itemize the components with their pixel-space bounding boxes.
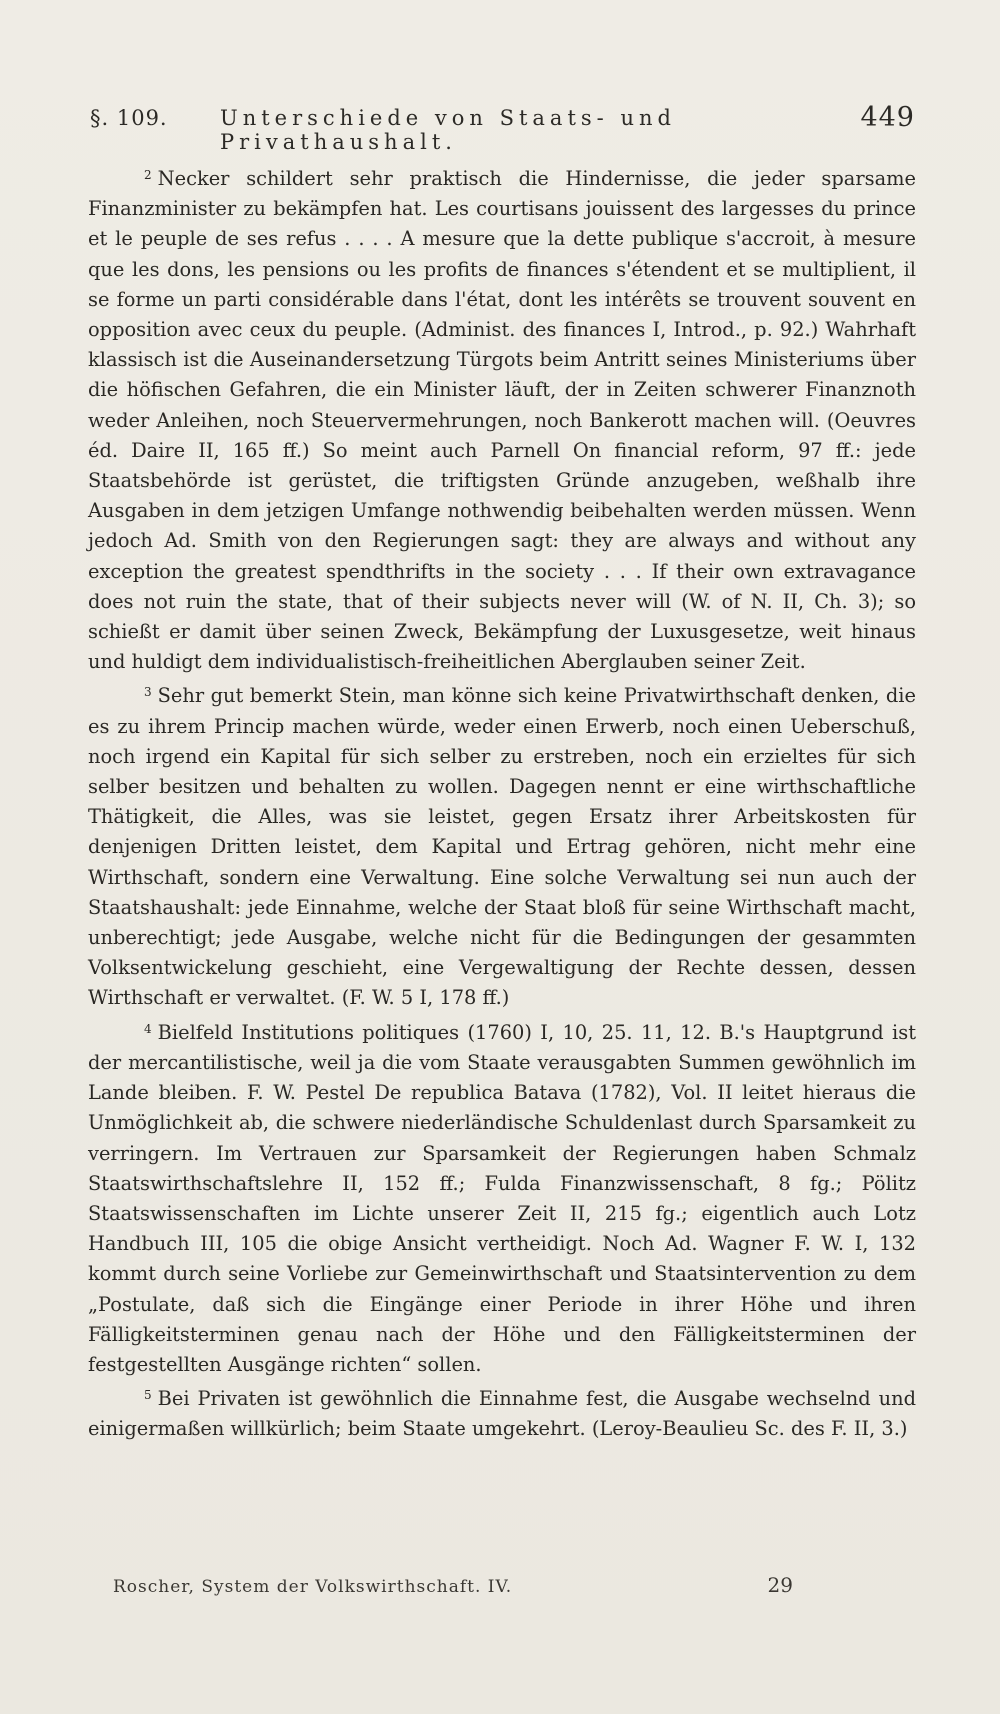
signature-number: 29 [767,1573,793,1597]
footnote-3 [88,677,916,1013]
book-signature: Roscher, System der Volkswirthschaft. IV. [113,1577,513,1597]
footnote-4 [88,1014,916,1380]
footnote-marker: 5 [144,1388,152,1403]
footnote-marker: 3 [144,685,152,700]
footnote-text: Bielfeld Institutions politiques (1760) I, 10, 25. 11, 12. B.'s Hauptgrund ist der mercantilistische, weil ja die vom Staate verausgabten Summen gewöhnlich im Lande bleiben. F. W. Pestel De republica Batava (1782), Vol. II leitet hieraus die Unmöglichkeit ab, die schwere niederländische Schuldenlast durch Sparsamkeit zu verringern. Im Vertrauen zur Sparsamkeit der Regierungen haben Schmalz Staatswirthschaftslehre II, 152 ff.; Fulda Finanzwissenschaft, 8 fg.; Pölitz Staatswissenschaften im Lichte unserer Zeit II, 215 fg.; eigentlich auch Lotz Handbuch III, 105 die obige Ansicht vertheidigt. Noch Ad. Wagner F. W. I, 132 kommt durch seine Vorliebe zur Gemeinwirthschaft und Staatsintervention zu dem „Postulate, daß sich die Eingänge einer Periode in ihrer Höhe und ihren Fälligkeitsterminen genau nach der Höhe und den Fälligkeitsterminen der festgestellten Ausgänge richten“ sollen. [88,1020,916,1376]
footnote-text: Necker schildert sehr praktisch die Hindernisse, die jeder sparsame Finanzminister zu bekämpfen hat. Les courtisans jouissent des largesses du prince et le peuple de ses refus . . . . A mesure que la dette publique s'accroit, à mesure que les dons, les pensions ou les profits de finances s'étendent et se multiplient, il se forme un parti considérable dans l'état, dont les intérêts se trouvent souvent en opposition avec ceux du peuple. (Administ. des finances I, Introd., p. 92.) Wahrhaft klassisch ist die Auseinandersetzung Türgots beim Antritt seines Ministeriums über die höfischen Gefahren, die ein Minister läuft, der in Zeiten schwerer Finanznoth weder Anleihen, noch Steuervermehrungen, noch Bankerott machen will. (Oeuvres éd. Daire II, 165 ff.) So meint auch Parnell On financial reform, 97 ff.: jede Staatsbehörde ist gerüstet, die triftigsten Gründe anzugeben, weßhalb ihre Ausgaben in dem jetzigen Umfange nothwendig beibehalten werden müssen. Wenn jedoch Ad. Smith von den Regierungen sagt: they are always and without any exception the greatest spendthrifts in the society . . . If their own extravagance does not ruin the state, that of their subjects never will (W. of N. II, Ch. 3); so schießt er damit über seinen Zweck, Bekämpfung der Luxusgesetze, weit hinaus und huldigt dem individualistisch-freiheitlichen Aberglauben seiner Zeit. [88,167,916,674]
running-header [90,102,915,154]
page-number: 449 [860,102,915,133]
footnotes-block [88,160,916,1445]
signature-line [113,1573,793,1607]
footnote-marker: 2 [144,168,152,182]
footnote-2 [88,160,916,677]
footnote-text: Sehr gut bemerkt Stein, man könne sich keine Privatwirthschaft denken, die es zu ihrem Princip machen würde, weder einen Erwerb, noch einen Ueberschuß, noch irgend ein Kapital für sich selber zu erstreben, noch ein erzieltes für sich selber besitzen und behalten zu wollen. Dagegen nennt er eine wirthschaftliche Thätigkeit, die Alles, was sie leistet, gegen Ersatz ihrer Arbeitskosten für denjenigen Dritten leistet, dem Kapital und Ertrag gehören, nicht mehr eine Wirthschaft, sondern eine Verwaltung. Eine solche Verwaltung sei nun auch der Staatshaushalt: jede Einnahme, welche der Staat bloß für seine Wirthschaft macht, unberechtigt; jede Ausgabe, welche nicht für die Bedingungen der gesammten Volksentwickelung geschieht, eine Vergewaltigung der Rechte dessen, dessen Wirthschaft er verwaltet. (F. W. 5 I, 178 ff.) [88,684,916,1010]
footnote-marker: 4 [144,1021,152,1036]
section-number: §. 109. [90,106,168,130]
running-title: Unterschiede von Staats- und Privathaushalt. [220,106,676,154]
footnote-text: Bei Privaten ist gewöhnlich die Einnahme fest, die Ausgabe wechselnd und einigermaßen willkürlich; beim Staate umgekehrt. (Leroy-Beaulieu Sc. des F. II, 3.) [88,1387,916,1441]
footnote-5 [88,1380,916,1444]
